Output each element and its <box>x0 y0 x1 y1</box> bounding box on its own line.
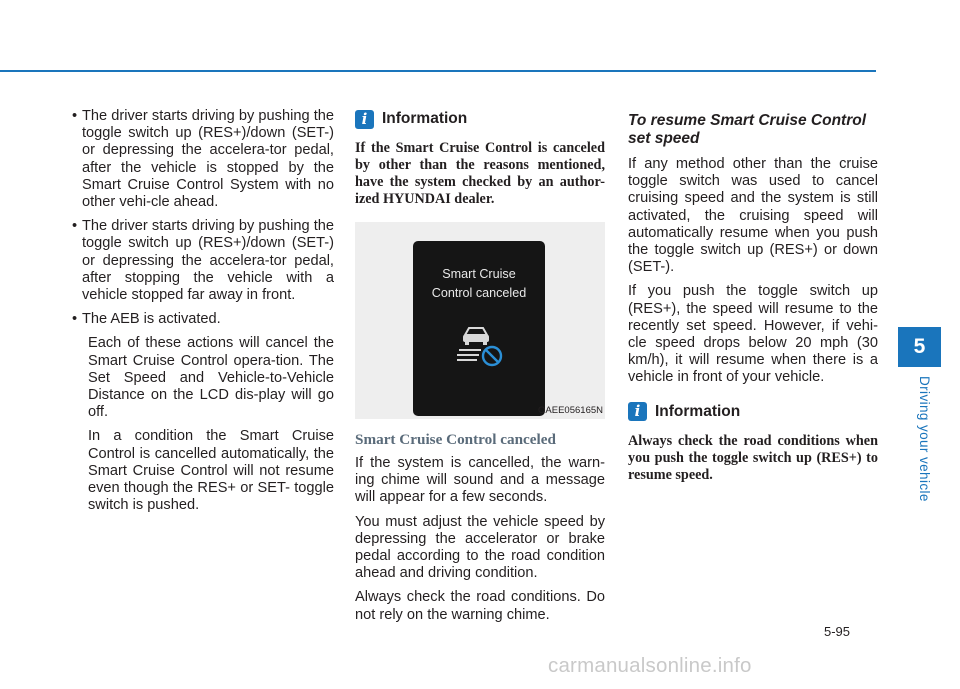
paragraph: Always check the road conditions. Do not rely on the warning chime. <box>355 589 605 623</box>
column-1 <box>72 108 334 521</box>
cruise-canceled-icon <box>457 325 505 369</box>
page-number: 5-95 <box>824 624 851 639</box>
information-header <box>355 108 605 130</box>
list-item: • The driver starts driving by pushing the toggle switch up (RES+)/down (SET-) or depressing the accelera-tor pedal, after the vehicle is stopped by the Smart Cruise Control System with no other vehi-cle ahead. <box>72 108 334 211</box>
paragraph: You must adjust the vehicle speed by depressing the accelerator or brake pedal according to the road condition ahead and driving condition. <box>355 513 605 582</box>
information-title: Information <box>382 110 468 127</box>
chapter-label: Driving your vehicle <box>917 376 932 502</box>
paragraph: If any method other than the cruise toggle switch was used to cancel cruising speed and the system is still activated, the cruising speed will automatically resume when you push the toggle switch up (RES+) or down (SET-). <box>628 156 878 276</box>
top-rule <box>0 70 876 72</box>
paragraph: Each of these actions will cancel the Smart Cruise Control opera-tion. The Set Speed and Vehicle-to-Vehicle Distance on the LCD dis-play will go off. <box>88 335 334 421</box>
list-item: • The driver starts driving by pushing the toggle switch up (RES+)/down (SET-) or depressing the accelera-tor pedal, after stopping the vehicle with a vehicle stopped far away in front. <box>72 218 334 304</box>
chapter-tab[interactable]: 5 <box>898 327 941 367</box>
screen-message-line-2: Control canceled <box>431 286 527 300</box>
paragraph: If the system is cancelled, the warn-ing chime will sound and a message will appear for a few seconds. <box>355 455 605 506</box>
section-subheading: Smart Cruise Control canceled <box>355 431 556 448</box>
lcd-screen <box>413 241 545 416</box>
information-header <box>628 401 878 423</box>
cluster-display-figure <box>355 222 605 419</box>
paragraph: In a condition the Smart Cruise Control is cancelled automatically, the Smart Cruise Control will not resume even though the RES+ or SET- toggle switch is pushed. <box>88 428 334 514</box>
information-icon: i <box>628 402 647 421</box>
section-heading: To resume Smart Cruise Control set speed <box>628 112 867 147</box>
watermark: carmanualsonline.info <box>548 654 752 677</box>
information-body: Always check the road conditions when you push the toggle switch up (RES+) to resume speed. <box>628 432 878 483</box>
information-title: Information <box>655 402 741 420</box>
column-2 <box>355 108 605 631</box>
figure-code: OAEE056165N <box>538 405 603 416</box>
information-icon: i <box>355 110 374 129</box>
list-item: • The AEB is activated. <box>72 311 334 328</box>
cancel-conditions-list <box>72 108 334 328</box>
paragraph: If you push the toggle switch up (RES+), the speed will resume to the recently set speed. However, if vehi-cle speed drops below 20 mph (30 km/h), it will resume when there is a vehicle in front of your vehicle. <box>628 283 878 386</box>
information-body: If the Smart Cruise Control is canceled by other than the reasons mentioned, have the system checked by an author-ized HYUNDAI dealer. <box>355 140 605 207</box>
screen-message-line-1: Smart Cruise <box>442 267 516 281</box>
column-3 <box>628 108 878 484</box>
